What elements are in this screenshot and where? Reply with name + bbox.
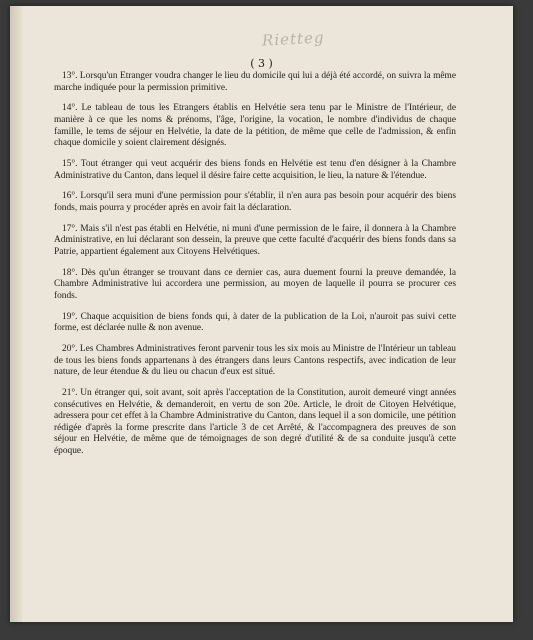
- document-body: [54, 71, 456, 467]
- article-21: 21°. Un étranger qui, soit avant, soit après l'acceptation de la Constitution, auroit demeuré vingt années consécutives en Helvétie, & demanderoit, en vertu de son 20e. Article, le droit de Citoyen Helvétique, adressera pour cet effet à la Chambre Administrative du Canton, dans lequel il a son domicile, une pétition rédigée d'après la forme prescrite dans l'article 3 de cet Arrêté, & l'accompagnera des preuves de son séjour en Helvétie, de même que de témoignages de son degré d'utilité & de sa conduite jusqu'à cette époque.: [54, 387, 456, 456]
- page-number: ( 3 ): [250, 57, 273, 70]
- article-17: 17°. Mais s'il n'est pas établi en Helvétie, ni muni d'une permission de le faire, il donnera à la Chambre Administrative, en lui déclarant son dessein, la preuve que cette faculté d'acquérir des biens fonds dans sa Patrie, appartient également aux Citoyens Helvétiques.: [54, 223, 456, 257]
- article-20: 20°. Les Chambres Administratives feront parvenir tous les six mois au Ministre de l'Intérieur un tableau de tous les biens fonds appartenans à des étrangers dans leurs Cantons respectifs, avec indication de leur nature, de leur étendue & du lieu ou chacun d'eux est situé.: [54, 344, 456, 378]
- article-14: 14°. Le tableau de tous les Etrangers établis en Helvétie sera tenu par le Ministre de l'Intérieur, de manière à ce que les noms & prénoms, l'âge, l'origine, la vocation, le nombre d'individus de chaque famille, le tems de séjour en Helvétie, la date de la pétition, de même que celle de l'admission, & enfin chaque domicile y soient clairement désignés.: [54, 103, 456, 149]
- article-13: 13°. Lorsqu'un Etranger voudra changer le lieu du domicile qui lui a déjà été accordé, on suivra la même marche indiquée pour la permission primitive.: [54, 71, 456, 93]
- article-18: 18°. Dès qu'un étranger se trouvant dans ce dernier cas, aura duement fourni la preuve demandée, la Chambre Administrative lui accordera une permission, au moyen de laquelle il pourra se procurer ces fonds.: [54, 267, 456, 301]
- handwritten-note: Rietteg: [261, 28, 325, 50]
- article-16: 16°. Lorsqu'il sera muni d'une permission pour s'établir, il n'en aura pas besoin pour acquérir des biens fonds, mais pourra y procéder après en avoir fait la déclaration.: [54, 191, 456, 213]
- article-15: 15°. Tout étranger qui veut acquérir des biens fonds en Helvétie est tenu d'en désigner à la Chambre Administrative du Canton, dans lequel il désire faire cette acquisition, le lieu, la nature & l'étendue.: [54, 158, 456, 181]
- article-19: 19°. Chaque acquisition de biens fonds qui, à dater de la publication de la Loi, n'auroit pas suivi cette forme, est déclarée nulle & non avenue.: [54, 311, 456, 334]
- page-binding-edge: [10, 6, 22, 622]
